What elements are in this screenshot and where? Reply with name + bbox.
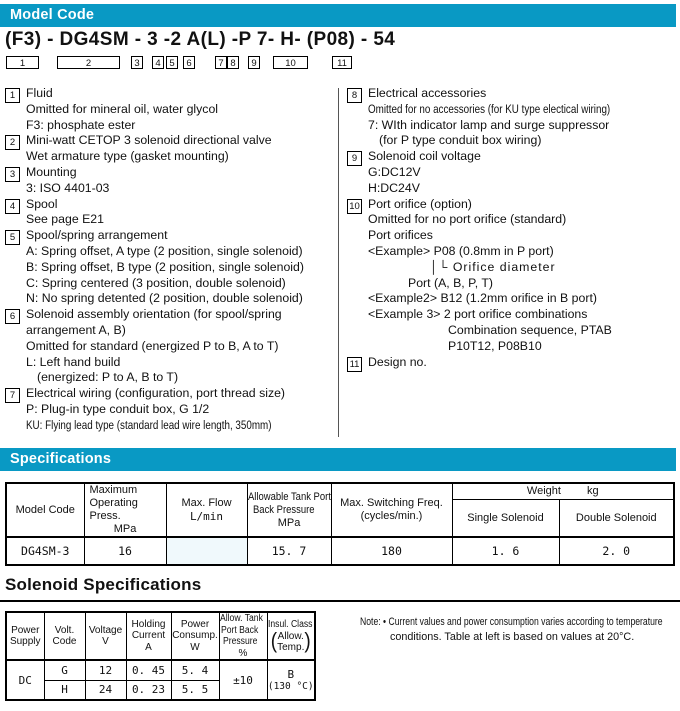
paren-open: ( [270,629,278,654]
item-line: 3: ISO 4401-03 [26,180,110,195]
col-header-max-flow: Max. Flow L/min [166,483,247,537]
item-line: <Example2> B12 (1.2mm orifice in B port) [368,291,597,306]
note-line: Note: • Current values and power consumption varies according to temperature [360,616,663,628]
col-header-tank-back-pressure: Allow. Tank Port Back Pressure % [219,612,267,660]
code-box-8: 8 [227,56,239,69]
item-line: KU: Flying lead type (standard lead wire length, 350mm) [26,417,272,432]
item-number: 6 [5,309,20,324]
key-column-right [347,86,677,372]
col-header-double-solenoid: Double Solenoid [559,500,674,537]
item-line: F3: phosphate ester [26,117,136,132]
item-number: 8 [347,88,362,103]
cell-current-023: 0. 23 [126,680,171,700]
item-line: Mounting [26,164,77,179]
col-header-holding-current: Holding Current A [126,612,171,660]
col-header-model-code: Model Code [6,483,84,537]
code-box-9: 9 [248,56,260,69]
paren-close: ) [304,629,311,654]
key-item-9 [347,149,677,196]
cell-current-045: 0. 45 [126,660,171,680]
code-box-2: 2 [57,56,120,69]
col-header-single-solenoid: Single Solenoid [452,500,559,537]
key-item-5 [5,228,335,307]
col-header-switching-freq: Max. Switching Freq. (cycles/min.) [331,483,452,537]
item-number: 5 [5,230,20,245]
item-line: Solenoid assembly orientation (for spool/spring [26,307,282,322]
key-item-1 [5,86,335,133]
solenoid-note [360,615,680,644]
col-header-volt-code: Volt. Code [44,612,85,660]
item-line: Fluid [26,86,53,100]
key-item-2 [5,133,335,165]
item-line: Mini-watt CETOP 3 solenoid directional valve [26,133,272,148]
item-line: G:DC12V [368,164,421,179]
code-box-11: 11 [332,56,352,69]
item-number: 3 [5,167,20,182]
item-line: Wet armature type (gasket mounting) [26,149,229,164]
key-item-7 [5,386,335,433]
item-line: H:DC24V [368,180,420,195]
col-header-insul-class: Insul. Class ( Allow. Temp. ) [267,612,315,660]
item-line: Spool/spring arrangement [26,228,168,243]
item-number: 9 [347,151,362,166]
item-line: See page E21 [26,212,104,227]
code-box-3: 3 [131,56,143,69]
item-line: (energized: P to A, B to T) [37,370,179,385]
code-box-10: 10 [273,56,308,69]
key-item-3 [5,165,335,197]
item-line: Electrical wiring (configuration, port thread size) [26,386,286,401]
col-header-tank-back-pressure: Allowable Tank Port Back Pressure MPa [247,483,331,537]
cell-voltage-12: 12 [85,660,126,680]
item-line: 7: WIth indicator lamp and surge suppressor [368,117,610,132]
cell-weight-double: 2. 0 [559,537,674,565]
code-box-5: 5 [166,56,178,69]
item-line: <Example> P08 (0.8mm in P port) [368,243,554,258]
col-header-power-supply: Power Supply [6,612,44,660]
item-number: 1 [5,88,20,103]
code-box-1: 1 [6,56,39,69]
model-code-section-header: Model Code [0,4,676,27]
item-line: N: No spring detented (2 position, double solenoid) [26,291,303,306]
item-line: P10T12, P08B10 [448,338,542,353]
item-line: Solenoid coil voltage [368,149,481,164]
cell-max-press: 16 [84,537,166,565]
orifice-diagram-line: Port (A, B, P, T) [408,275,493,290]
item-line: P: Plug-in type conduit box, G 1/2 [26,401,210,416]
title-rule [0,600,680,602]
col-header-max-press: Maximum Operating Press. MPa [84,483,166,537]
cell-tank-tolerance: ±10 [219,660,267,700]
code-box-4: 4 [152,56,164,69]
cell-max-flow [166,537,247,565]
col-header-voltage: Voltage V [85,612,126,660]
item-line: Port orifices [368,228,433,243]
key-item-11 [347,355,677,372]
item-line: A: Spring offset, A type (2 position, single solenoid) [26,243,303,258]
item-line: Port orifice (option) [368,196,472,211]
item-line: Omitted for no port orifice (standard) [368,212,567,227]
specifications-section-header: Specifications [0,448,676,471]
orifice-diagram-line: │└ Orifice diameter [430,259,556,274]
key-item-8 [347,86,677,149]
item-line: Design no. [368,354,427,369]
item-line: Spool [26,196,58,211]
code-box-7: 7 [215,56,227,69]
cell-volt-code-h: H [44,680,85,700]
code-box-6: 6 [183,56,195,69]
cell-insul-class: B (130 °C) [267,660,315,700]
col-header-power-consump: Power Consump. W [171,612,219,660]
cell-voltage-24: 24 [85,680,126,700]
cell-weight-single: 1. 6 [452,537,559,565]
cell-consump-55: 5. 5 [171,680,219,700]
item-number: 7 [5,388,20,403]
item-line: Omitted for mineral oil, water glycol [26,101,219,116]
solenoid-specifications-title: Solenoid Specifications [5,575,202,594]
item-line: L: Left hand build [26,354,121,369]
key-item-10 [347,197,677,355]
key-column-left [5,86,335,434]
item-number: 4 [5,199,20,214]
cell-model-code: DG4SM-3 [6,537,84,565]
item-line: C: Spring centered (3 position, double solenoid) [26,275,286,290]
item-line: arrangement A, B) [26,322,126,337]
item-number: 11 [347,357,362,372]
cell-switching: 180 [331,537,452,565]
specifications-table [5,482,675,566]
item-number: 2 [5,135,20,150]
item-line: Omitted for no accessories (for KU type electical wiring) [368,101,611,116]
item-line: <Example 3> 2 port orifice combinations [368,307,588,322]
item-line: (for P type conduit box wiring) [379,133,542,148]
item-line: B: Spring offset, B type (2 position, single solenoid) [26,259,304,274]
model-code-string: (F3) - DG4SM - 3 -2 A(L) -P 7- H- (P08) - 54 [5,29,396,50]
item-number: 10 [347,199,362,214]
key-item-6 [5,307,335,386]
solenoid-specifications-table [5,611,316,701]
note-line: conditions. Table at left is based on values at 20°C. [390,630,635,643]
column-divider [338,88,339,437]
cell-volt-code-g: G [44,660,85,680]
key-item-4 [5,197,335,229]
cell-power-supply: DC [6,660,44,700]
col-header-weight: Weight kg [452,483,674,500]
item-line: Combination sequence, PTAB [448,322,612,337]
item-line: Omitted for standard (energized P to B, A to T) [26,338,279,353]
cell-consump-54: 5. 4 [171,660,219,680]
cell-tank-back: 15. 7 [247,537,331,565]
item-line: Electrical accessories [368,86,487,100]
